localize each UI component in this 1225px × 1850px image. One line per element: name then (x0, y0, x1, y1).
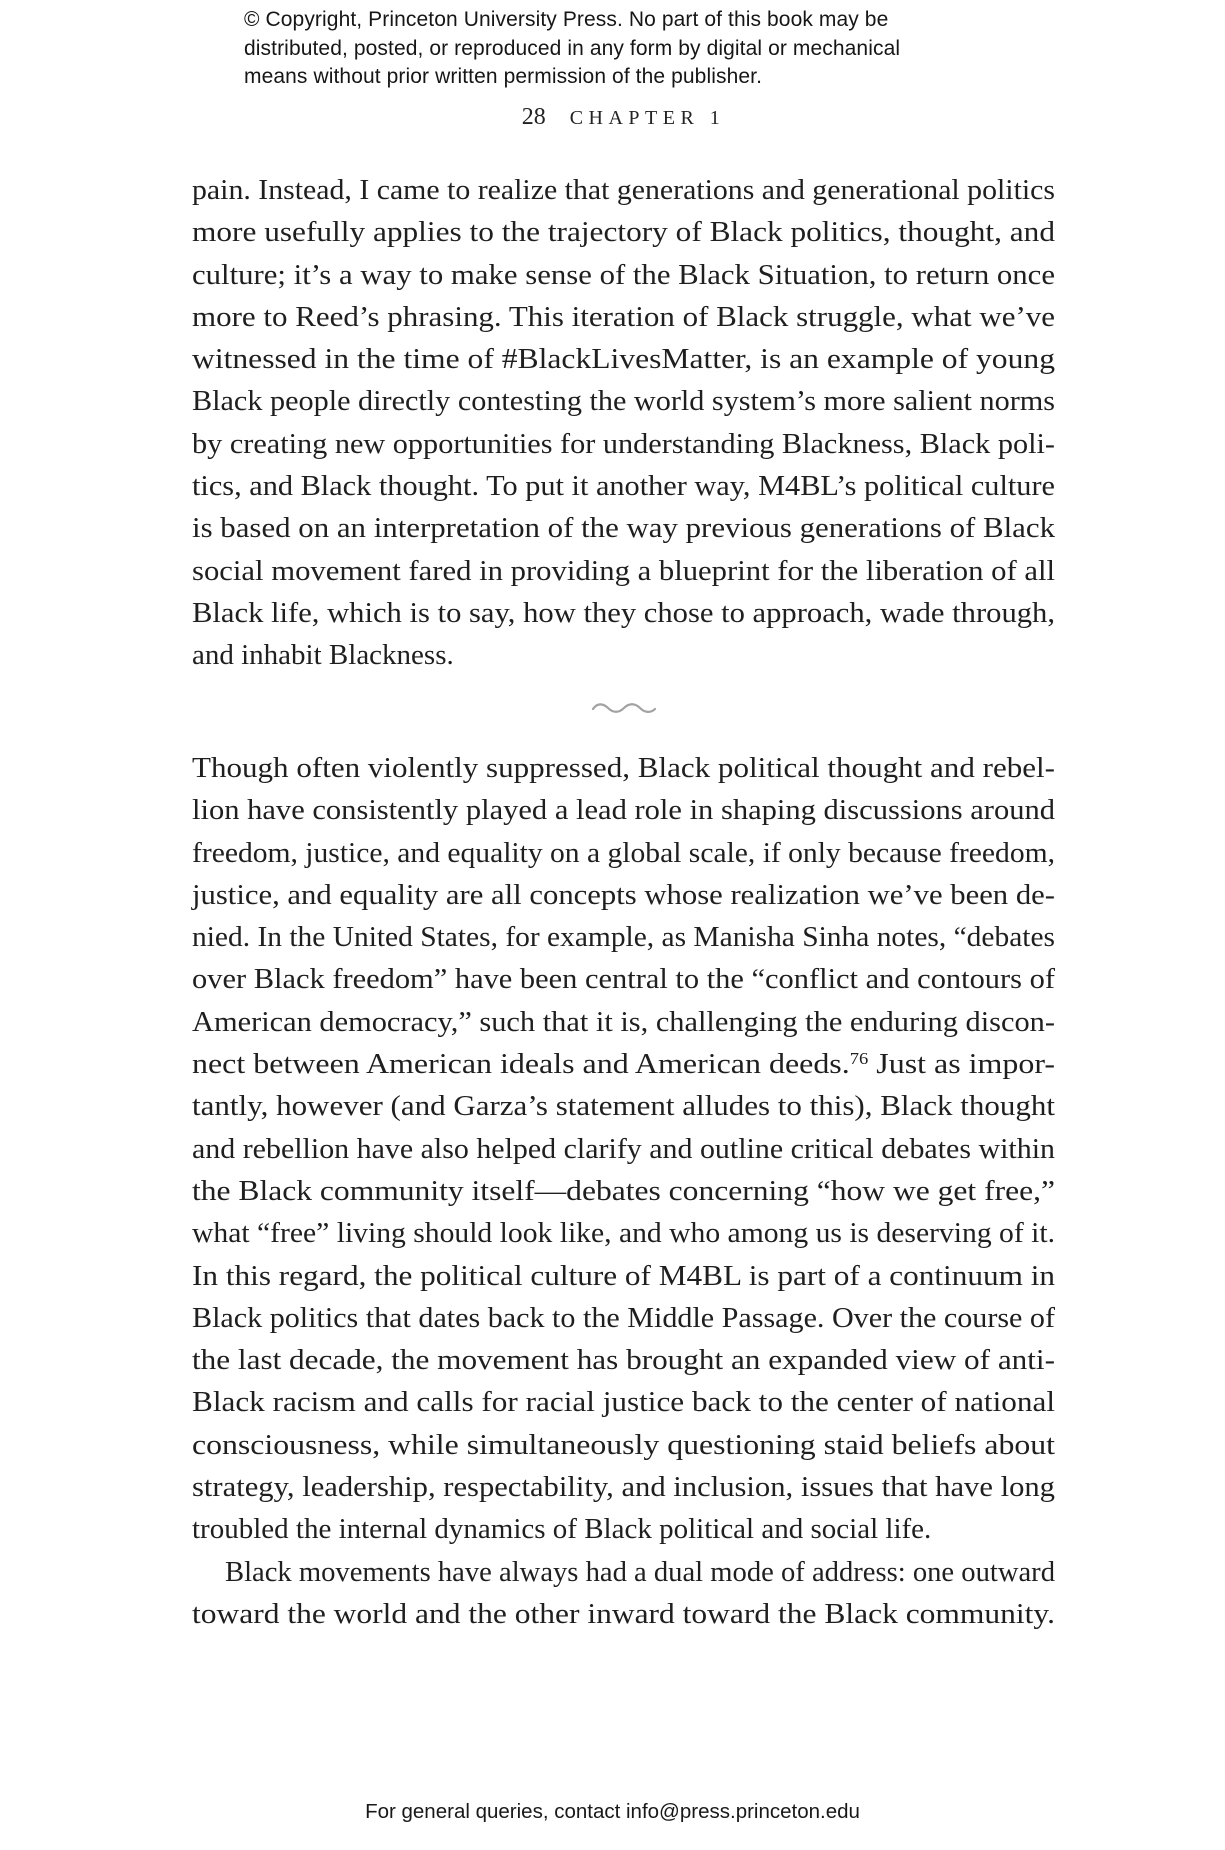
text-line: the last decade, the movement has brought an expanded view of anti- (192, 1344, 1055, 1377)
text-line: tantly, however (and Garza’s statement alludes to this), Black thought (192, 1090, 1055, 1123)
text-line: freedom, justice, and equality on a global scale, if only because freedom, (192, 836, 1055, 869)
footer-contact: For general queries, contact info@press.princeton.edu (365, 1800, 860, 1823)
text-line: and inhabit Blackness. (192, 639, 454, 672)
text-line: is based on an interpretation of the way previous generations of Black (192, 512, 1055, 545)
text-line: pain. Instead, I came to realize that generations and generational politics (192, 174, 1055, 206)
text-line: Black movements have always had a dual mode of address: one outward (225, 1556, 1055, 1588)
text-line: justice, and equality are all concepts whose realization we’ve been de- (192, 878, 1055, 911)
running-header (192, 104, 1055, 131)
page-number: 28 (521, 104, 546, 130)
text-line: social movement fared in providing a blueprint for the liberation of all (192, 554, 1055, 587)
text-line: consciousness, while simultaneously questioning staid beliefs about (192, 1428, 1055, 1461)
wave-ornament-icon (591, 699, 657, 715)
text-line: more to Reed’s phrasing. This iteration of Black struggle, what we’ve (192, 300, 1055, 333)
text-line: and rebellion have also helped clarify and outline critical debates within (192, 1132, 1055, 1165)
text-line: Black racism and calls for racial justice back to the center of national (192, 1386, 1055, 1419)
text-line: by creating new opportunities for understanding Blackness, Black poli- (192, 427, 1055, 460)
copyright-line: © Copyright, Princeton University Press. No part of this book may be (244, 8, 889, 31)
text-line: In this regard, the political culture of M4BL is part of a continuum in (192, 1259, 1055, 1292)
text-line: what “free” living should look like, and who among us is deserving of it. (192, 1217, 1055, 1250)
copyright-line: distributed, posted, or reproduced in any form by digital or mechanical (244, 36, 901, 60)
paragraph (192, 747, 1055, 1551)
text-line: toward the world and the other inward toward the Black community. (192, 1598, 1055, 1631)
text-line: Though often violently suppressed, Black political thought and rebel- (192, 752, 1055, 784)
paragraph (192, 169, 1055, 677)
copyright-line: means without prior written permission of the publisher. (244, 65, 763, 88)
text-line: troubled the internal dynamics of Black political and social life. (192, 1513, 932, 1546)
chapter-heading: CHAPTER 1 (569, 107, 726, 129)
text-line: Black people directly contesting the world system’s more salient norms (192, 385, 1055, 418)
text-line: more usefully applies to the trajectory of Black politics, thought, and (192, 216, 1055, 249)
text-line: American democracy,” such that it is, challenging the enduring discon- (192, 1005, 1055, 1038)
copyright-notice (244, 6, 900, 92)
footnote-reference: 76 (849, 1048, 869, 1068)
text-line: over Black freedom” have been central to the “conflict and contours of (192, 963, 1055, 996)
text-line: tics, and Black thought. To put it another way, M4BL’s political culture (192, 470, 1055, 503)
text-line: the Black community itself—debates concerning “how we get free,” (192, 1174, 1055, 1207)
text-line: nied. In the United States, for example, as Manisha Sinha notes, “debates (192, 921, 1055, 954)
paragraph (192, 1551, 1055, 1636)
text-line: lion have consistently played a lead role in shaping discussions around (192, 794, 1055, 827)
text-line: nect between American ideals and American deeds.$^{76}$ Just as impor- (192, 1048, 1055, 1081)
text-line: strategy, leadership, respectability, and inclusion, issues that have long (192, 1471, 1055, 1504)
text-line: witnessed in the time of #BlackLivesMatter, is an example of young (192, 343, 1055, 376)
section-divider (192, 699, 1055, 715)
text-line: Black life, which is to say, how they chose to approach, wade through, (192, 596, 1055, 629)
text-line: Black politics that dates back to the Middle Passage. Over the course of (192, 1301, 1055, 1334)
text-line: culture; it’s a way to make sense of the Black Situation, to return once (192, 258, 1055, 291)
